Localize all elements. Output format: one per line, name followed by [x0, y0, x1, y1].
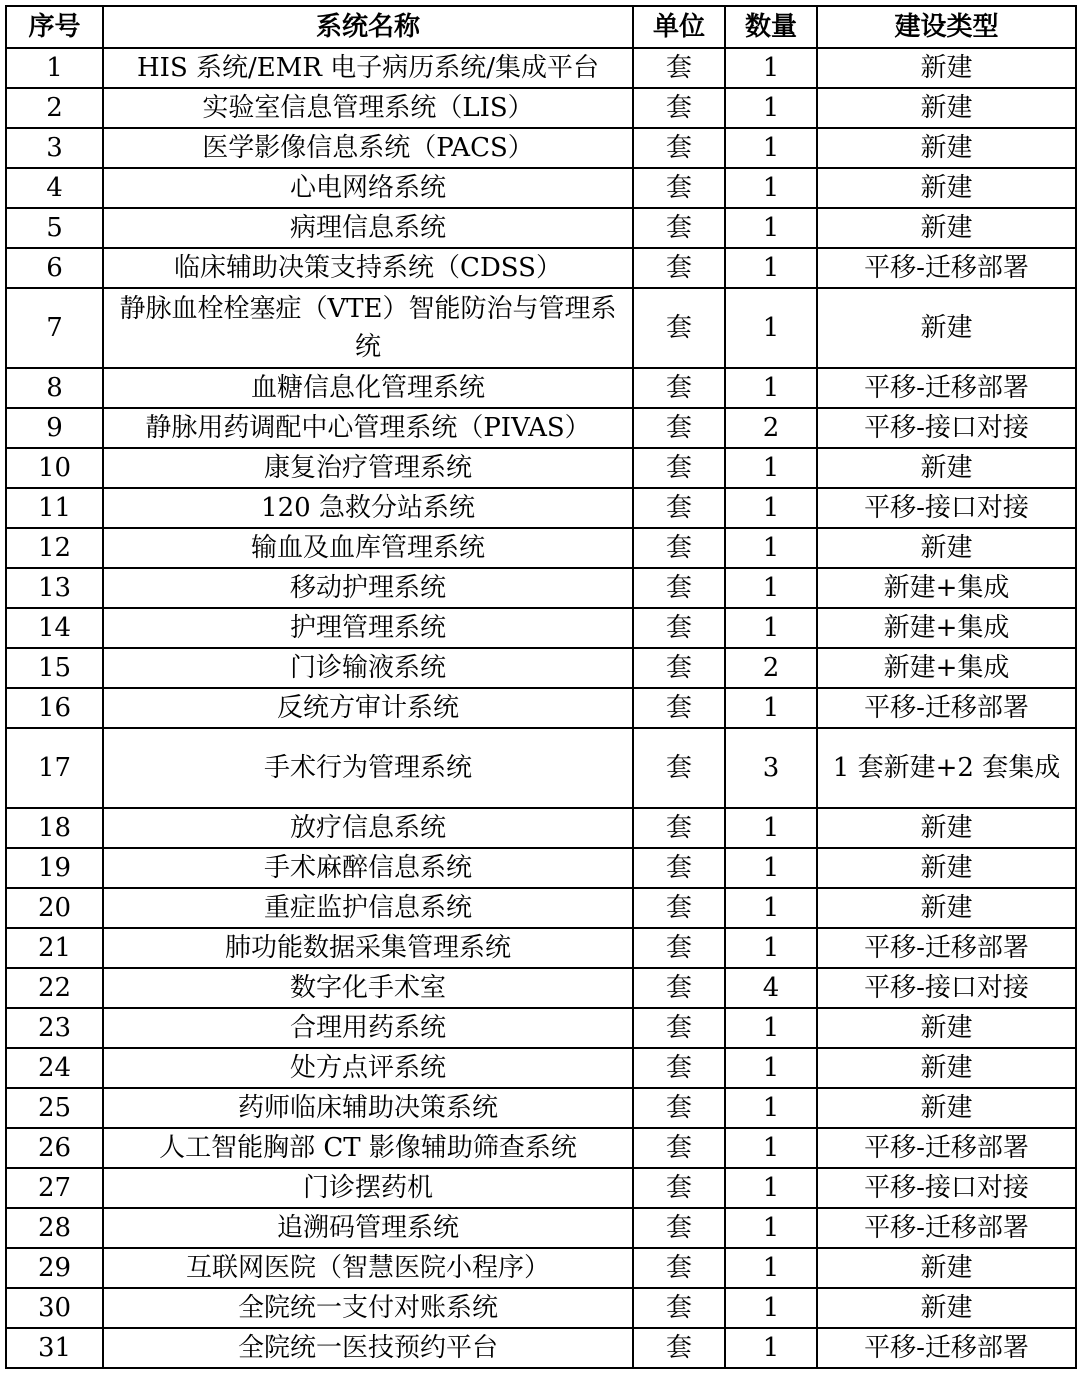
quantity-cell: 1 — [725, 368, 817, 408]
row-index-cell: 14 — [6, 608, 103, 648]
system-name-cell: 病理信息系统 — [103, 208, 633, 248]
build-type-cell: 新建 — [817, 1288, 1076, 1328]
build-type-cell: 平移-接口对接 — [817, 1168, 1076, 1208]
system-name-cell: 互联网医院（智慧医院小程序） — [103, 1248, 633, 1288]
unit-cell: 套 — [633, 88, 725, 128]
system-name-cell: 静脉用药调配中心管理系统（PIVAS） — [103, 408, 633, 448]
system-name-cell: 数字化手术室 — [103, 968, 633, 1008]
build-type-cell: 新建+集成 — [817, 608, 1076, 648]
row-index-cell: 2 — [6, 88, 103, 128]
unit-cell: 套 — [633, 808, 725, 848]
system-name-cell: 反统方审计系统 — [103, 688, 633, 728]
system-name-cell: 心电网络系统 — [103, 168, 633, 208]
unit-cell: 套 — [633, 568, 725, 608]
quantity-cell: 1 — [725, 1168, 817, 1208]
row-index-cell: 30 — [6, 1288, 103, 1328]
system-name-cell: 处方点评系统 — [103, 1048, 633, 1088]
row-index-cell: 6 — [6, 248, 103, 288]
table-row — [6, 968, 1076, 1008]
row-index-cell: 24 — [6, 1048, 103, 1088]
table-row — [6, 1248, 1076, 1288]
system-name-cell: HIS 系统/EMR 电子病历系统/集成平台 — [103, 48, 633, 88]
build-type-cell: 平移-迁移部署 — [817, 1128, 1076, 1168]
unit-cell: 套 — [633, 688, 725, 728]
quantity-cell: 1 — [725, 1048, 817, 1088]
table-row — [6, 568, 1076, 608]
table-row — [6, 288, 1076, 368]
quantity-cell: 1 — [725, 208, 817, 248]
quantity-cell: 2 — [725, 648, 817, 688]
unit-cell: 套 — [633, 728, 725, 808]
table-row — [6, 728, 1076, 808]
table-row — [6, 688, 1076, 728]
row-index-cell: 23 — [6, 1008, 103, 1048]
header-system-name: 系统名称 — [103, 6, 633, 48]
system-name-cell: 肺功能数据采集管理系统 — [103, 928, 633, 968]
build-type-cell: 1 套新建+2 套集成 — [817, 728, 1076, 808]
unit-cell: 套 — [633, 168, 725, 208]
build-type-cell: 平移-迁移部署 — [817, 928, 1076, 968]
build-type-cell: 新建 — [817, 848, 1076, 888]
row-index-cell: 31 — [6, 1328, 103, 1368]
quantity-cell: 1 — [725, 488, 817, 528]
table-row — [6, 248, 1076, 288]
quantity-cell: 1 — [725, 288, 817, 368]
table-row — [6, 848, 1076, 888]
build-type-cell: 新建 — [817, 48, 1076, 88]
row-index-cell: 4 — [6, 168, 103, 208]
build-type-cell: 新建+集成 — [817, 648, 1076, 688]
quantity-cell: 1 — [725, 248, 817, 288]
quantity-cell: 1 — [725, 88, 817, 128]
row-index-cell: 11 — [6, 488, 103, 528]
quantity-cell: 1 — [725, 1328, 817, 1368]
quantity-cell: 1 — [725, 1088, 817, 1128]
table-row — [6, 368, 1076, 408]
row-index-cell: 27 — [6, 1168, 103, 1208]
row-index-cell: 19 — [6, 848, 103, 888]
header-row — [6, 6, 1076, 48]
row-index-cell: 26 — [6, 1128, 103, 1168]
unit-cell: 套 — [633, 1168, 725, 1208]
quantity-cell: 1 — [725, 808, 817, 848]
header-unit: 单位 — [633, 6, 725, 48]
table-body — [6, 48, 1076, 1368]
system-name-cell: 重症监护信息系统 — [103, 888, 633, 928]
build-type-cell: 平移-接口对接 — [817, 968, 1076, 1008]
system-name-cell: 追溯码管理系统 — [103, 1208, 633, 1248]
table-row — [6, 1208, 1076, 1248]
unit-cell: 套 — [633, 1248, 725, 1288]
system-name-cell: 全院统一医技预约平台 — [103, 1328, 633, 1368]
build-type-cell: 新建+集成 — [817, 568, 1076, 608]
row-index-cell: 28 — [6, 1208, 103, 1248]
build-type-cell: 新建 — [817, 1248, 1076, 1288]
unit-cell: 套 — [633, 248, 725, 288]
system-name-cell: 静脉血栓栓塞症（VTE）智能防治与管理系统 — [103, 288, 633, 368]
system-name-cell: 合理用药系统 — [103, 1008, 633, 1048]
unit-cell: 套 — [633, 968, 725, 1008]
row-index-cell: 25 — [6, 1088, 103, 1128]
row-index-cell: 17 — [6, 728, 103, 808]
quantity-cell: 1 — [725, 1288, 817, 1328]
quantity-cell: 1 — [725, 928, 817, 968]
system-name-cell: 门诊输液系统 — [103, 648, 633, 688]
system-name-cell: 护理管理系统 — [103, 608, 633, 648]
unit-cell: 套 — [633, 1288, 725, 1328]
system-name-cell: 门诊摆药机 — [103, 1168, 633, 1208]
unit-cell: 套 — [633, 288, 725, 368]
row-index-cell: 9 — [6, 408, 103, 448]
build-type-cell: 新建 — [817, 888, 1076, 928]
build-type-cell: 平移-迁移部署 — [817, 1328, 1076, 1368]
table-row — [6, 48, 1076, 88]
quantity-cell: 1 — [725, 608, 817, 648]
quantity-cell: 1 — [725, 448, 817, 488]
build-type-cell: 新建 — [817, 168, 1076, 208]
system-name-cell: 临床辅助决策支持系统（CDSS） — [103, 248, 633, 288]
row-index-cell: 18 — [6, 808, 103, 848]
quantity-cell: 3 — [725, 728, 817, 808]
table-row — [6, 88, 1076, 128]
table-row — [6, 1328, 1076, 1368]
system-name-cell: 输血及血库管理系统 — [103, 528, 633, 568]
unit-cell: 套 — [633, 1008, 725, 1048]
build-type-cell: 新建 — [817, 208, 1076, 248]
system-name-cell: 血糖信息化管理系统 — [103, 368, 633, 408]
build-type-cell: 平移-迁移部署 — [817, 688, 1076, 728]
system-name-cell: 120 急救分站系统 — [103, 488, 633, 528]
table-row — [6, 128, 1076, 168]
quantity-cell: 1 — [725, 688, 817, 728]
build-type-cell: 新建 — [817, 88, 1076, 128]
system-name-cell: 全院统一支付对账系统 — [103, 1288, 633, 1328]
row-index-cell: 1 — [6, 48, 103, 88]
unit-cell: 套 — [633, 48, 725, 88]
unit-cell: 套 — [633, 368, 725, 408]
system-name-cell: 移动护理系统 — [103, 568, 633, 608]
system-name-cell: 手术麻醉信息系统 — [103, 848, 633, 888]
table-row — [6, 1128, 1076, 1168]
row-index-cell: 15 — [6, 648, 103, 688]
table-row — [6, 808, 1076, 848]
build-type-cell: 新建 — [817, 1008, 1076, 1048]
quantity-cell: 1 — [725, 168, 817, 208]
table-row — [6, 408, 1076, 448]
unit-cell: 套 — [633, 488, 725, 528]
table-row — [6, 168, 1076, 208]
build-type-cell: 新建 — [817, 528, 1076, 568]
quantity-cell: 1 — [725, 848, 817, 888]
quantity-cell: 1 — [725, 528, 817, 568]
unit-cell: 套 — [633, 848, 725, 888]
unit-cell: 套 — [633, 128, 725, 168]
quantity-cell: 2 — [725, 408, 817, 448]
build-type-cell: 新建 — [817, 128, 1076, 168]
row-index-cell: 3 — [6, 128, 103, 168]
quantity-cell: 4 — [725, 968, 817, 1008]
table-row — [6, 928, 1076, 968]
table-row — [6, 888, 1076, 928]
build-type-cell: 新建 — [817, 808, 1076, 848]
table-row — [6, 1048, 1076, 1088]
header-quantity: 数量 — [725, 6, 817, 48]
build-type-cell: 新建 — [817, 1088, 1076, 1128]
unit-cell: 套 — [633, 1208, 725, 1248]
row-index-cell: 29 — [6, 1248, 103, 1288]
unit-cell: 套 — [633, 528, 725, 568]
row-index-cell: 7 — [6, 288, 103, 368]
row-index-cell: 21 — [6, 928, 103, 968]
build-type-cell: 平移-迁移部署 — [817, 368, 1076, 408]
table-row — [6, 528, 1076, 568]
row-index-cell: 5 — [6, 208, 103, 248]
table-row — [6, 208, 1076, 248]
build-type-cell: 新建 — [817, 448, 1076, 488]
unit-cell: 套 — [633, 1328, 725, 1368]
row-index-cell: 16 — [6, 688, 103, 728]
row-index-cell: 13 — [6, 568, 103, 608]
table-row — [6, 1168, 1076, 1208]
system-name-cell: 手术行为管理系统 — [103, 728, 633, 808]
quantity-cell: 1 — [725, 128, 817, 168]
build-type-cell: 平移-接口对接 — [817, 488, 1076, 528]
unit-cell: 套 — [633, 928, 725, 968]
row-index-cell: 22 — [6, 968, 103, 1008]
unit-cell: 套 — [633, 888, 725, 928]
unit-cell: 套 — [633, 448, 725, 488]
system-name-cell: 人工智能胸部 CT 影像辅助筛查系统 — [103, 1128, 633, 1168]
quantity-cell: 1 — [725, 568, 817, 608]
table-row — [6, 488, 1076, 528]
build-type-cell: 新建 — [817, 1048, 1076, 1088]
table-row — [6, 448, 1076, 488]
build-type-cell: 平移-迁移部署 — [817, 248, 1076, 288]
unit-cell: 套 — [633, 1088, 725, 1128]
table-row — [6, 1088, 1076, 1128]
header-build-type: 建设类型 — [817, 6, 1076, 48]
quantity-cell: 1 — [725, 1128, 817, 1168]
systems-table — [5, 5, 1077, 1369]
quantity-cell: 1 — [725, 1248, 817, 1288]
table-row — [6, 608, 1076, 648]
build-type-cell: 平移-接口对接 — [817, 408, 1076, 448]
unit-cell: 套 — [633, 648, 725, 688]
row-index-cell: 20 — [6, 888, 103, 928]
unit-cell: 套 — [633, 1128, 725, 1168]
table-row — [6, 648, 1076, 688]
quantity-cell: 1 — [725, 1208, 817, 1248]
unit-cell: 套 — [633, 608, 725, 648]
quantity-cell: 1 — [725, 1008, 817, 1048]
row-index-cell: 8 — [6, 368, 103, 408]
system-name-cell: 药师临床辅助决策系统 — [103, 1088, 633, 1128]
table-row — [6, 1288, 1076, 1328]
build-type-cell: 平移-迁移部署 — [817, 1208, 1076, 1248]
row-index-cell: 10 — [6, 448, 103, 488]
system-name-cell: 放疗信息系统 — [103, 808, 633, 848]
quantity-cell: 1 — [725, 888, 817, 928]
row-index-cell: 12 — [6, 528, 103, 568]
unit-cell: 套 — [633, 408, 725, 448]
table-row — [6, 1008, 1076, 1048]
system-name-cell: 实验室信息管理系统（LIS） — [103, 88, 633, 128]
unit-cell: 套 — [633, 1048, 725, 1088]
system-name-cell: 医学影像信息系统（PACS） — [103, 128, 633, 168]
quantity-cell: 1 — [725, 48, 817, 88]
system-name-cell: 康复治疗管理系统 — [103, 448, 633, 488]
unit-cell: 套 — [633, 208, 725, 248]
build-type-cell: 新建 — [817, 288, 1076, 368]
header-index: 序号 — [6, 6, 103, 48]
